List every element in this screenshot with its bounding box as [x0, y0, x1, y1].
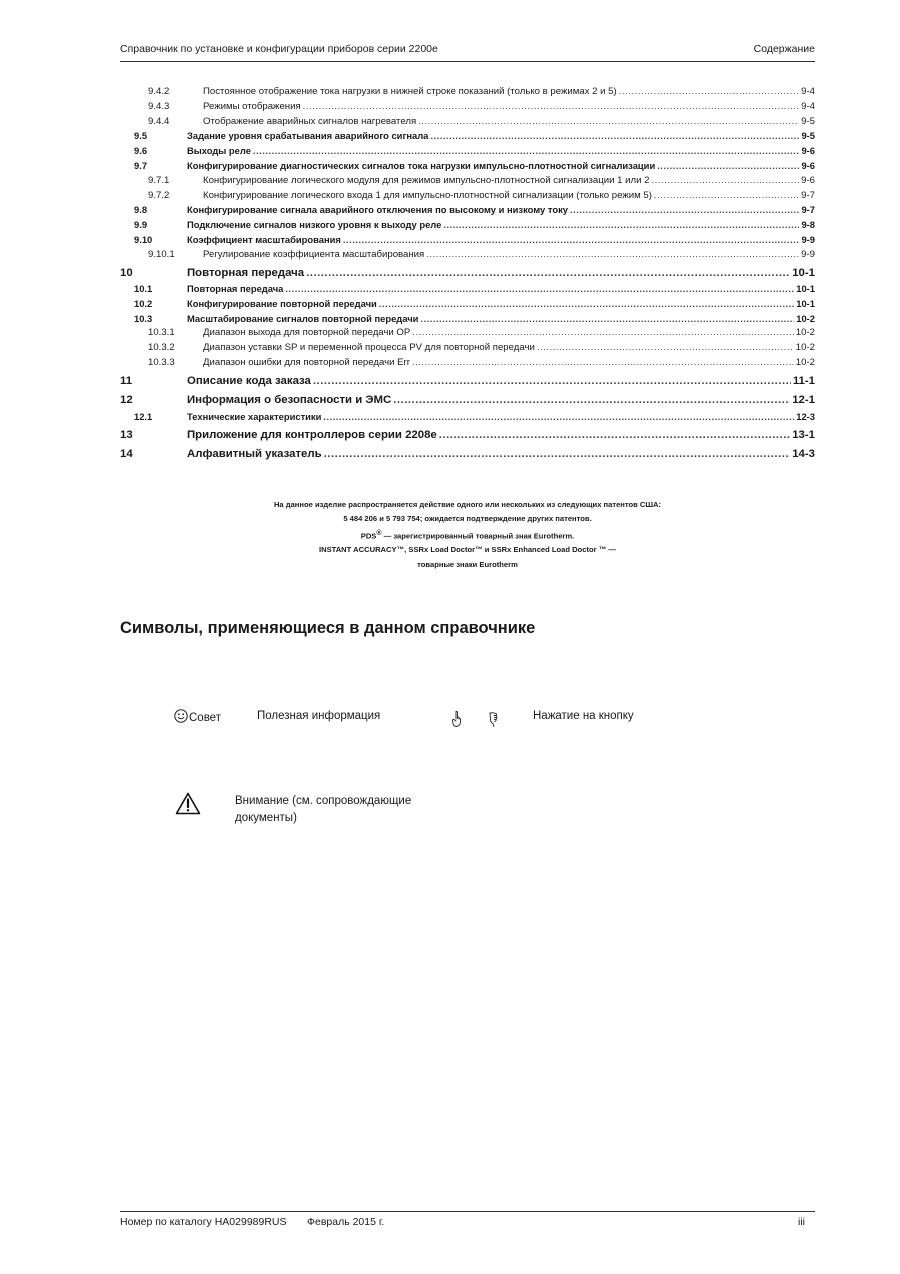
toc-entry-page: 9-4: [801, 100, 815, 112]
toc-entry-title: Приложение для контроллеров серии 2208e: [187, 428, 437, 441]
page-footer: [120, 1216, 815, 1232]
warning-description: Внимание (см. сопровождающие документы): [235, 795, 412, 824]
toc-entry[interactable]: [120, 86, 815, 101]
table-of-contents: [120, 86, 815, 465]
toc-entry-number: 9.6: [134, 145, 148, 157]
toc-entry-title: Выходы реле: [187, 145, 251, 157]
toc-entry[interactable]: [120, 264, 815, 284]
toc-entry-number: 9.4.2: [148, 86, 170, 97]
header-section: Содержание: [753, 43, 815, 55]
toc-entry-title: Подключение сигналов низкого уровня к выходу реле: [187, 219, 442, 231]
toc-leader-dots: [285, 283, 794, 294]
toc-entry-title: Конфигурирование логического входа 1 для импульсно-плотностной сигнализации (только режим 5): [203, 189, 652, 201]
toc-entry-number: 10.1: [134, 283, 153, 295]
toc-entry-number: 9.8: [134, 204, 148, 216]
toc-entry-title: Коэффициент масштабирования: [187, 233, 341, 245]
toc-entry-title: Описание кода заказа: [187, 374, 311, 387]
toc-leader-dots: [323, 411, 794, 422]
toc-entry-title: Диапазон выхода для повторной передачи OP: [203, 327, 411, 339]
button-press-description: Нажатие на кнопку: [533, 710, 634, 722]
toc-entry-number: 9.10.1: [148, 248, 175, 260]
notice-line: товарные знаки Eurotherm: [417, 559, 518, 569]
toc-entry-page: 9-6: [801, 159, 815, 171]
toc-entry[interactable]: [120, 327, 815, 342]
toc-leader-dots: [651, 175, 799, 186]
toc-entry[interactable]: [120, 145, 815, 160]
toc-entry-number: 10: [120, 266, 133, 279]
toc-entry-title: Технические характеристики: [187, 410, 322, 422]
toc-entry[interactable]: [120, 313, 815, 328]
toc-leader-dots: [393, 391, 790, 411]
toc-entry-page: 10-2: [796, 312, 815, 324]
toc-entry[interactable]: [120, 101, 815, 116]
toc-entry-number: 10.3: [134, 312, 153, 324]
toc-leader-dots: [412, 357, 794, 368]
hand-point-icon: [487, 710, 501, 728]
toc-entry-title: Диапазон уставки SP и переменной процесса PV для повторной передачи: [203, 342, 535, 354]
toc-entry-number: 9.10: [134, 233, 153, 245]
toc-leader-dots: [324, 445, 791, 465]
toc-entry[interactable]: [120, 130, 815, 145]
header-rule: [120, 61, 815, 62]
footer-rule: [120, 1211, 815, 1212]
toc-entry-page: 10-2: [795, 357, 815, 369]
toc-entry-number: 9.5: [134, 130, 148, 142]
toc-entry-title: Конфигурирование повторной передачи: [187, 297, 377, 309]
toc-entry-page: 9-5: [801, 130, 815, 142]
toc-entry-number: 9.7.1: [148, 174, 170, 186]
smile-icon: [174, 709, 188, 723]
toc-entry-page: 9-6: [801, 145, 815, 157]
header-title: Справочник по установке и конфигурации приборов серии 2200e: [120, 43, 438, 55]
toc-entry-title: Постоянное отображение тока нагрузки в нижней строке показаний (только в режимах 2 и 5): [203, 86, 617, 97]
toc-leader-dots: [570, 204, 799, 215]
toc-entry[interactable]: [120, 219, 815, 234]
toc-entry-number: 9.7.2: [148, 189, 170, 201]
toc-entry-number: 9.4.4: [148, 115, 170, 127]
toc-entry[interactable]: [120, 445, 815, 465]
toc-entry-title: Отображение аварийных сигналов нагревателя: [203, 115, 417, 127]
notice-line: На данное изделие распространяется действие одного или нескольких из следующих патентов США:: [273, 500, 662, 509]
toc-entry[interactable]: [120, 116, 815, 131]
notice-line: INSTANT ACCURACY™, SSRx Load Doctor™ и SSRx Enhanced Load Doctor ™ —: [318, 545, 617, 555]
toc-entry-title: Масштабирование сигналов повторной передачи: [187, 312, 419, 324]
toc-leader-dots: [443, 219, 799, 230]
toc-entry-page: 9-9: [801, 233, 815, 245]
toc-leader-dots: [379, 298, 794, 309]
toc-entry-page: 10-1: [796, 283, 815, 295]
toc-entry-page: 9-8: [801, 219, 815, 231]
hand-press-icon: [450, 710, 464, 728]
tip-label: Совет: [189, 712, 221, 724]
toc-leader-dots: [343, 234, 800, 245]
toc-entry-page: 10-1: [796, 297, 815, 309]
notice-line: PDS® — зарегистрированный товарный знак Eurotherm.: [360, 529, 575, 541]
page-number: iii: [798, 1216, 805, 1228]
patent-notice: [120, 498, 815, 572]
toc-entry[interactable]: [120, 175, 815, 190]
toc-leader-dots: [430, 130, 799, 141]
toc-entry-page: 10-1: [792, 266, 815, 279]
toc-entry[interactable]: [120, 204, 815, 219]
toc-leader-dots: [306, 264, 790, 284]
toc-entry-title: Диапазон ошибки для повторной передачи Err: [203, 357, 410, 369]
symbols-heading: Символы, применяющиеся в данном справочнике: [120, 619, 536, 637]
toc-entry-page: 11-1: [792, 374, 815, 387]
toc-entry[interactable]: [120, 160, 815, 175]
toc-entry-page: 9-7: [801, 189, 815, 201]
toc-entry[interactable]: [120, 283, 815, 298]
toc-entry[interactable]: [120, 342, 815, 357]
toc-leader-dots: [303, 101, 799, 112]
toc-entry-page: 9-4: [801, 86, 815, 97]
publication-date: Февраль 2015 г.: [307, 1216, 385, 1228]
toc-leader-dots: [654, 190, 799, 201]
toc-entry-number: 13: [120, 428, 133, 441]
toc-leader-dots: [253, 145, 800, 156]
toc-leader-dots: [420, 313, 794, 324]
toc-entry-title: Информация о безопасности и ЭМС: [187, 394, 392, 407]
toc-entry-title: Конфигурирование логического модуля для режимов импульсно-плотностной сигнализации 1 или 2: [203, 174, 650, 186]
toc-entry-title: Режимы отображения: [203, 100, 301, 112]
toc-entry-number: 10.3.3: [148, 357, 175, 369]
toc-entry-page: 9-6: [801, 174, 815, 186]
toc-entry-number: 10.2: [134, 297, 153, 309]
toc-entry-title: Конфигурирование сигнала аварийного отключения по высокому и низкому току: [187, 204, 568, 216]
toc-leader-dots: [418, 116, 799, 127]
toc-entry[interactable]: [120, 411, 815, 426]
warning-triangle-icon: [175, 792, 201, 815]
page-header: [120, 43, 815, 61]
toc-leader-dots: [313, 372, 791, 392]
toc-entry-page: 10-2: [795, 327, 815, 339]
toc-entry-number: 9.4.3: [148, 100, 170, 112]
notice-line: 5 484 206 и 5 793 754; ожидается подтверждение других патентов.: [343, 514, 592, 524]
toc-entry-number: 10.3.1: [148, 327, 175, 339]
toc-entry-page: 12-3: [796, 410, 815, 422]
toc-entry-page: 9-7: [801, 204, 815, 216]
toc-entry-number: 9.7: [134, 159, 148, 171]
toc-entry-title: Задание уровня срабатывания аварийного сигнала: [187, 130, 429, 142]
toc-entry-page: 12-1: [792, 394, 815, 407]
toc-leader-dots: [537, 342, 794, 353]
toc-entry-number: 12: [120, 394, 133, 407]
toc-entry-title: Повторная передача: [187, 283, 284, 295]
toc-entry-number: 12.1: [134, 410, 153, 422]
toc-entry-page: 10-2: [795, 342, 815, 354]
toc-entry-page: 13-1: [792, 428, 815, 441]
toc-leader-dots: [439, 426, 790, 446]
toc-entry-title: Повторная передача: [187, 266, 305, 279]
toc-entry[interactable]: [120, 357, 815, 372]
toc-leader-dots: [412, 327, 794, 338]
toc-entry-page: 9-9: [801, 248, 815, 260]
toc-entry-number: 14: [120, 448, 133, 461]
toc-leader-dots: [426, 249, 799, 260]
toc-entry[interactable]: [120, 426, 815, 446]
toc-entry-number: 10.3.2: [148, 342, 175, 354]
toc-entry[interactable]: [120, 234, 815, 249]
toc-entry-title: Регулирование коэффициента масштабирования: [203, 248, 425, 260]
tip-description: Полезная информация: [257, 710, 381, 722]
toc-entry-title: Алфавитный указатель: [187, 448, 322, 461]
toc-leader-dots: [657, 160, 799, 171]
toc-entry[interactable]: [120, 249, 815, 264]
toc-entry-title: Конфигурирование диагностических сигналов тока нагрузки импульсно-плотностной сигнализации: [187, 159, 656, 171]
toc-entry[interactable]: [120, 190, 815, 205]
toc-entry-number: 11: [120, 374, 133, 387]
toc-entry[interactable]: [120, 372, 815, 392]
toc-leader-dots: [619, 86, 799, 97]
catalog-number: Номер по каталогу HA029989RUS: [120, 1216, 287, 1228]
toc-entry[interactable]: [120, 298, 815, 313]
toc-entry-page: 14-3: [792, 448, 815, 461]
toc-entry-page: 9-5: [801, 115, 815, 127]
toc-entry[interactable]: [120, 391, 815, 411]
toc-entry-number: 9.9: [134, 219, 148, 231]
